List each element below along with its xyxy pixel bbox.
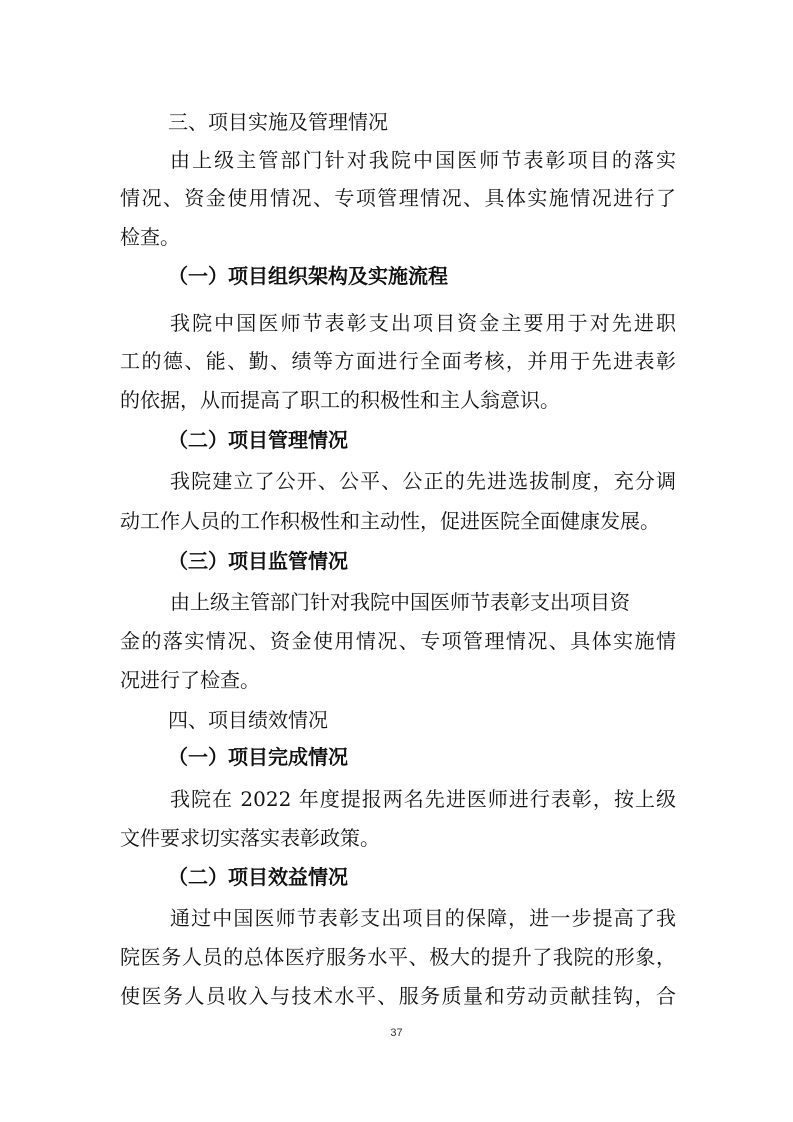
subsection-1-title: （一）项目组织架构及实施流程 [168, 264, 448, 288]
paragraph-line: 检查。 [120, 225, 180, 249]
paragraph-line: 工的德、能、勤、绩等方面进行全面考核，并用于先进表彰 [120, 349, 676, 373]
paragraph-line: 使医务人员收入与技术水平、服务质量和劳动贡献挂钩，合 [120, 984, 676, 1008]
subsection-4-2-title: （二）项目效益情况 [168, 865, 348, 889]
paragraph-line: 我院建立了公开、公平、公正的先进选拔制度，充分调 [170, 469, 676, 493]
page-number: 37 [390, 1027, 403, 1039]
paragraph-line: 情况、资金使用情况、专项管理情况、具体实施情况进行了 [120, 186, 676, 210]
paragraph-line: 通过中国医师节表彰支出项目的保障，进一步提高了我 [170, 906, 676, 930]
paragraph-line: 动工作人员的工作积极性和主动性，促进医院全面健康发展。 [120, 509, 660, 533]
paragraph-line: 院医务人员的总体医疗服务水平、极大的提升了我院的形象， [120, 945, 676, 969]
section-3-title: 三、项目实施及管理情况 [168, 110, 388, 134]
paragraph-line: 况进行了检查。 [120, 668, 260, 692]
paragraph-line: 由上级主管部门针对我院中国医师节表彰支出项目资 [170, 590, 630, 614]
paragraph-line: 的依据，从而提高了职工的积极性和主人翁意识。 [120, 388, 560, 412]
paragraph-line: 文件要求切实落实表彰政策。 [120, 826, 380, 850]
section-4-title: 四、项目绩效情况 [168, 708, 328, 732]
paragraph-line: 我院中国医师节表彰支出项目资金主要用于对先进职 [170, 311, 676, 335]
subsection-2-title: （二）项目管理情况 [168, 428, 348, 452]
paragraph-line: 我院在 2022 年度提报两名先进医师进行表彰，按上级 [170, 787, 676, 811]
paragraph-line: 由上级主管部门针对我院中国医师节表彰项目的落实 [170, 148, 676, 172]
subsection-3-title: （三）项目监管情况 [168, 549, 348, 573]
subsection-4-1-title: （一）项目完成情况 [168, 745, 348, 769]
paragraph-line: 金的落实情况、资金使用情况、专项管理情况、具体实施情 [120, 629, 676, 653]
